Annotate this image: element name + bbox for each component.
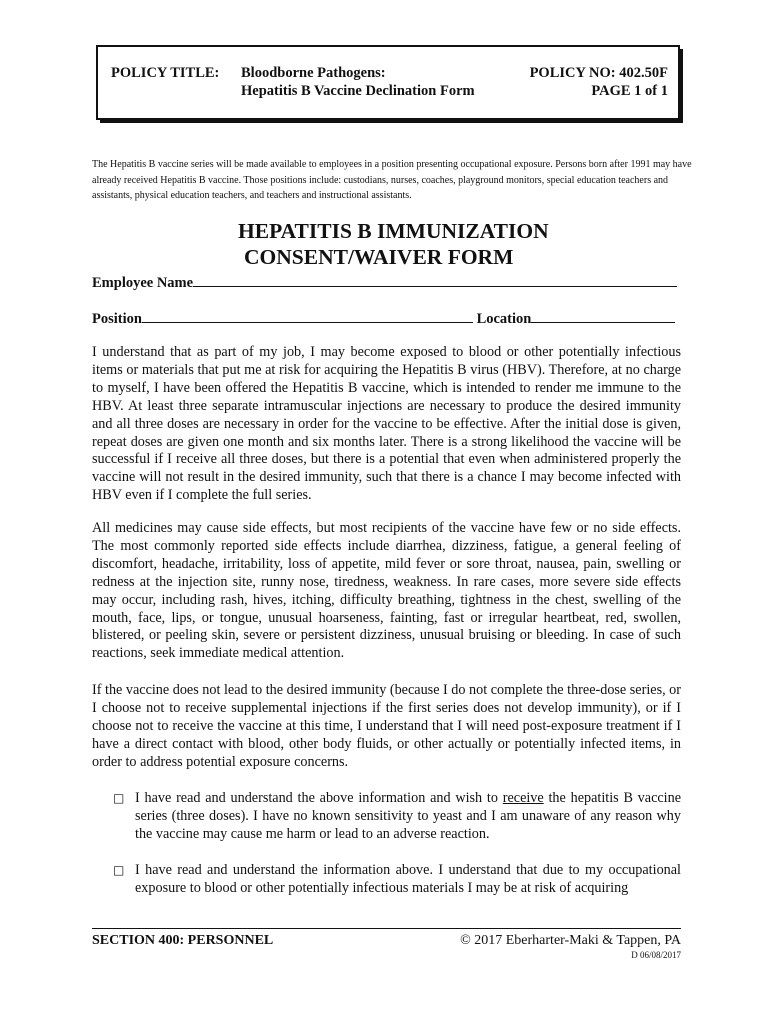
- employee-name-label: Employee Name: [92, 275, 194, 291]
- position-field[interactable]: [142, 308, 473, 323]
- footer-divider: [92, 928, 681, 929]
- decline-vaccine-text-before: I have read and understand the information above. I understand that due to my occupational exposure to blood or other potentially infectious materials I may be at risk of acquiring: [135, 862, 681, 896]
- policy-title-line-1: Bloodborne Pathogens:: [241, 65, 386, 81]
- policy-number-block: [530, 64, 668, 100]
- receive-vaccine-text: [135, 790, 681, 844]
- policy-number: POLICY NO: 402.50F: [529, 65, 668, 81]
- form-title-line-2: CONSENT/WAIVER FORM: [244, 245, 514, 269]
- position-location-row: [92, 308, 675, 328]
- location-field[interactable]: [531, 308, 675, 323]
- consent-paragraph-1: I understand that as part of my job, I may become exposed to blood or other potentially infectious items or materials that put me at risk for acquiring the Hepatitis B virus (HBV). Therefore, at no charge to myself, I have been offered the Hepatitis B vaccine, which is intended to render me immune to the HBV. At least three separate intramuscular injections are necessary to produce the desired immunity and all three doses are necessary in order for the vaccine to be effective. After the initial dose is given, repeat doses are given one month and six months later. There is a strong likelihood the vaccine will be successful if I receive all three doses, but there is a potential that even when administered properly the vaccine will not result in the desired immunity, such that there is a chance I may become infected with HBV even if I complete the full series.: [92, 344, 681, 504]
- receive-vaccine-checkbox[interactable]: □: [113, 791, 125, 805]
- immunity-paragraph: If the vaccine does not lead to the desired immunity (because I do not complete the three-dose series, or I choose not to receive supplemental injections if the first series does not develop immunity), or if I choose not to receive the vaccine at this time, I understand that I will need post-exposure treatment if I have a direct contact with blood, other body fluids, or other actually or potentially infected items, in order to address potential exposure concerns.: [92, 682, 681, 770]
- form-title: [238, 218, 549, 270]
- footer-section: SECTION 400: PERSONNEL: [92, 933, 274, 948]
- policy-title: [241, 64, 475, 100]
- location-label: Location: [476, 311, 532, 327]
- footer-copyright: © 2017 Eberharter-Maki & Tappen, PA: [460, 933, 681, 948]
- decline-vaccine-option: [113, 862, 681, 898]
- intro-paragraph: The Hepatitis B vaccine series will be made available to employees in a position presenting occupational exposure. Persons born after 1991 may have already received Hepatitis B vaccine. Those positions include: custodians, nurses, coaches, playground monitors, special education teachers and assistants, physical education teachers, and teachers and instructional assistants.: [92, 159, 692, 201]
- receive-vaccine-text-after: the hepatitis B vaccine series (three doses). I have no known sensitivity to yeast and I am unaware of any reason why the vaccine may cause me harm or lead to an adverse reaction.: [135, 790, 682, 842]
- position-label: Position: [92, 311, 142, 327]
- decline-vaccine-checkbox[interactable]: □: [113, 863, 125, 877]
- receive-vaccine-option: [113, 790, 681, 844]
- policy-title-line-2: Hepatitis B Vaccine Declination Form: [241, 83, 475, 99]
- form-title-line-1: HEPATITIS B IMMUNIZATION: [238, 219, 549, 243]
- side-effects-paragraph: All medicines may cause side effects, but most recipients of the vaccine have few or no side effects. The most commonly reported side effects include diarrhea, dizziness, fatigue, a general feeling of discomfort, headache, irritability, loss of appetite, mild fever or sore throat, nausea, pain, swelling or redness at the injection site, runny nose, tiredness, weakness. In rare cases, more severe side effects may occur, including rash, hives, itching, difficulty breathing, tightness in the chest, swelling of the mouth, face, lips, or tongue, unusual hoarseness, fainting, fast or irregular heartbeat, red, swollen, blistered, or peeling skin, severe or persistent dizziness, unusual bruising or bleeding. In case of such reactions, seek immediate medical attention.: [92, 520, 681, 662]
- policy-header-box: [96, 45, 680, 120]
- employee-name-field[interactable]: [193, 272, 677, 287]
- decline-vaccine-text: [135, 862, 681, 898]
- employee-name-row: [92, 272, 677, 292]
- footer-date-code: D 06/08/2017: [631, 950, 681, 960]
- receive-vaccine-text-before: I have read and understand the above information and wish to: [135, 790, 503, 806]
- receive-vaccine-text-underlined: receive: [502, 790, 544, 806]
- page-number: PAGE 1 of 1: [591, 83, 668, 99]
- policy-title-label: POLICY TITLE:: [111, 65, 220, 81]
